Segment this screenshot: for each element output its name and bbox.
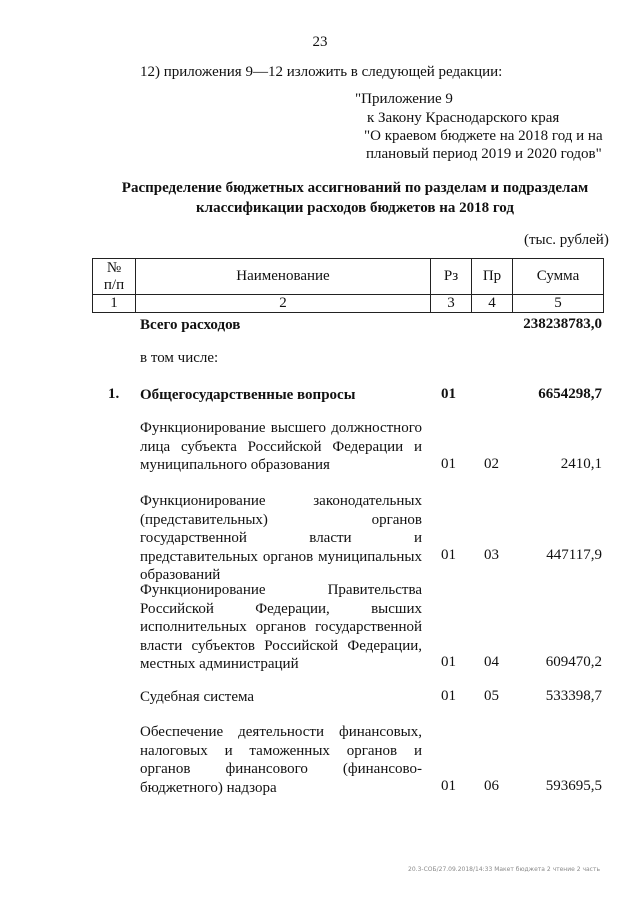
header-sum: Сумма	[513, 259, 604, 295]
index-4: 4	[472, 295, 513, 313]
row-sum: 533398,7	[545, 688, 602, 704]
header-num	[93, 259, 136, 295]
row-pr: 06	[484, 778, 499, 794]
row-pr: 04	[484, 654, 499, 670]
title-line-1: Распределение бюджетных ассигнований по разделам и подразделам	[121, 180, 589, 196]
header-rz: Рз	[431, 259, 472, 295]
title-line-2: классификации расходов бюджетов на 2018 год	[196, 200, 514, 216]
row-name: Обеспечение деятельности финансовых, налоговых и таможенных органов и органов финансового (финансово-бюджетного) надзора	[140, 724, 422, 796]
row-rz: 01	[441, 778, 456, 794]
section-number: 1.	[108, 386, 120, 402]
section-name: Общегосударственные вопросы	[140, 387, 356, 403]
appendix-line-3: "О краевом бюджете на 2018 год и на	[364, 128, 603, 144]
header-num-line1: №	[106, 259, 122, 276]
document-title	[60, 178, 640, 218]
index-5: 5	[513, 295, 604, 313]
header-name: Наименование	[136, 259, 431, 295]
header-num-line2: п/п	[103, 276, 125, 293]
row-rz: 01	[441, 654, 456, 670]
total-sum: 238238783,0	[523, 316, 602, 332]
row-sum: 2410,1	[560, 456, 602, 472]
row-name: Функционирование высшего должностного лица субъекта Российской Федерации и муниципального образования	[140, 420, 422, 473]
including-label: в том числе:	[140, 350, 219, 366]
section-rz: 01	[441, 386, 456, 402]
total-label: Всего расходов	[140, 317, 241, 333]
appendix-line-4: плановый период 2019 и 2020 годов"	[366, 146, 602, 162]
index-1: 1	[93, 295, 136, 313]
row-pr: 05	[484, 688, 499, 704]
appendix-line-2: к Закону Краснодарского края	[367, 110, 560, 126]
page-number: 23	[312, 34, 328, 50]
amendment-intro: 12) приложения 9—12 изложить в следующей редакции:	[140, 64, 503, 80]
header-pr: Пр	[472, 259, 513, 295]
row-name: Судебная система	[140, 689, 255, 705]
row-name: Функционирование Правительства Российской Федерации, высших исполнительных органов государственной власти субъектов Российской Федерации, местных администраций	[140, 582, 422, 672]
table-header	[92, 258, 604, 313]
print-footer: 20.3-СОБ/27.09.2018/14:33 Макет бюджета 2 чтение 2 часть	[408, 866, 600, 873]
row-rz: 01	[441, 456, 456, 472]
row-rz: 01	[441, 688, 456, 704]
row-pr: 02	[484, 456, 499, 472]
units-label: (тыс. рублей)	[524, 232, 609, 248]
index-3: 3	[431, 295, 472, 313]
index-2: 2	[136, 295, 431, 313]
row-rz: 01	[441, 547, 456, 563]
row-sum: 447117,9	[546, 547, 602, 563]
row-sum: 609470,2	[545, 654, 602, 670]
row-sum: 593695,5	[545, 778, 602, 794]
row-name: Функционирование законодательных (представительных) органов государственной власти и представительных органов муниципальных образований	[140, 493, 422, 583]
section-sum: 6654298,7	[538, 386, 602, 402]
row-pr: 03	[484, 547, 499, 563]
appendix-line-1: "Приложение 9	[355, 91, 453, 107]
